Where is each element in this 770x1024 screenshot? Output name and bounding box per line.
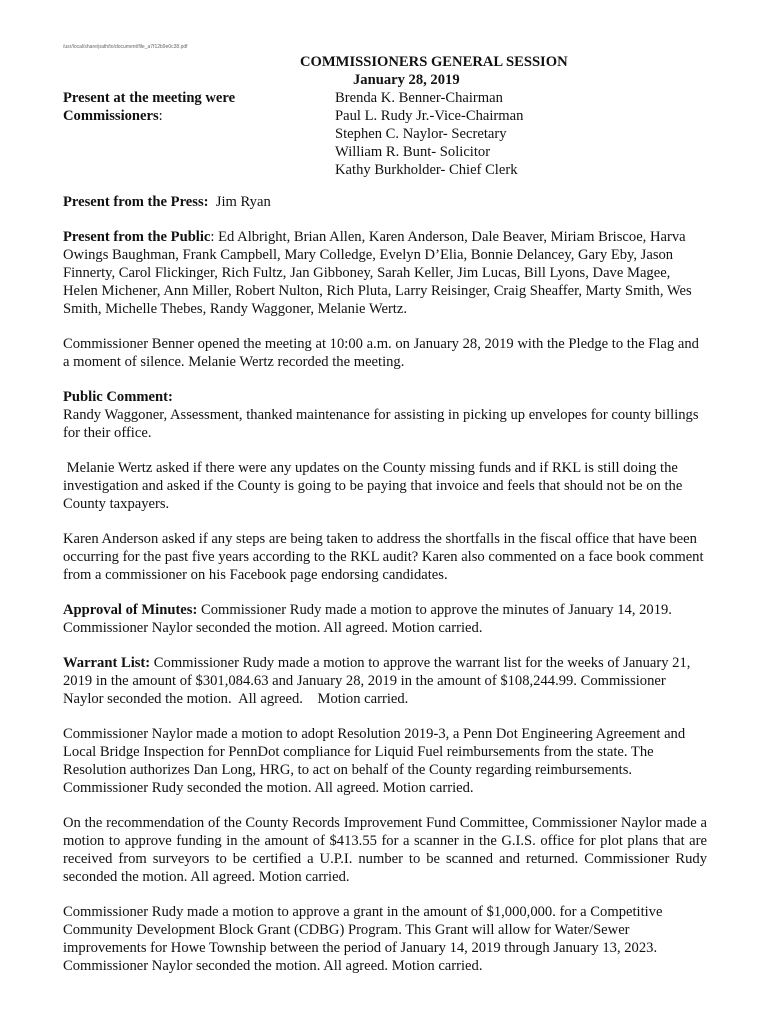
present-label-commissioners: Commissioners — [63, 108, 159, 124]
resolution-paragraph: Commissioner Naylor made a motion to adopt Resolution 2019-3, a Penn Dot Engineering Agreement and Local Bridge Inspection for PennDot compliance for Liquid Fuel reimbursements from the state. The Resolution authorizes Dan Long, HRG, to act on behalf of the County regarding reimbursements. Commissioner Rudy seconded the motion. All agreed. Motion carried. — [63, 726, 686, 796]
warrant-label: Warrant List: — [63, 655, 151, 671]
present-label-colon: : — [158, 108, 163, 124]
commissioner-chairman: Brenda K. Benner-Chairman — [335, 90, 503, 106]
press-value: Jim Ryan — [208, 194, 271, 210]
present-label-line2 — [63, 107, 235, 125]
minutes-body — [63, 193, 707, 992]
minutes-text: Commissioner Rudy made a motion to approve the minutes of January 14, 2019. Commissioner Naylor seconded the motion. All agreed. Motion carried. — [63, 602, 672, 636]
minutes-label: Approval of Minutes: — [63, 602, 198, 618]
comment-randy: Randy Waggoner, Assessment, thanked maintenance for assisting in picking up envelopes for county billings for their office. — [63, 407, 699, 441]
public-label: Present from the Public — [63, 229, 211, 245]
press-paragraph — [63, 193, 707, 211]
present-label-line1: Present at the meeting were — [63, 90, 236, 106]
meeting-date: January 28, 2019 — [353, 72, 460, 88]
document-title: COMMISSIONERS GENERAL SESSION — [300, 54, 568, 70]
warrant-text: Commissioner Rudy made a motion to approve the warrant list for the weeks of January 21, 2019 in the amount of $301,084.63 and January 28, 2019 in the amount of $108,244.99. Commissioner Naylor seconded the motion. All agreed. Motion carried. — [63, 655, 695, 707]
comment-karen: Karen Anderson asked if any steps are being taken to address the shortfalls in the fiscal office that have been occurring for the past five years according to the RKL audit? Karen also commented on a face book comment from a commissioner on his Facebook page endorsing candidates. — [63, 531, 704, 583]
public-paragraph — [63, 228, 707, 318]
commissioners-list — [335, 89, 523, 179]
public-comment-heading: Public Comment: — [63, 389, 173, 405]
commissioner-secretary: Stephen C. Naylor- Secretary — [335, 126, 507, 142]
chief-clerk: Kathy Burkholder- Chief Clerk — [335, 162, 518, 178]
file-path-header: /usr/local/share/path/to/document/file_a7f12b9e0c38.pdf — [63, 44, 188, 50]
solicitor: William R. Bunt- Solicitor — [335, 144, 491, 160]
opening-paragraph: Commissioner Benner opened the meeting at 10:00 a.m. on January 28, 2019 with the Pledge to the Flag and a moment of silence. Melanie Wertz recorded the meeting. — [63, 336, 699, 370]
grant-paragraph: Commissioner Rudy made a motion to approve a grant in the amount of $1,000,000. for a Competitive Community Development Block Grant (CDBG) Program. This Grant will allow for Water/Sewer improvements for Howe Township between the period of January 14, 2019 through January 13, 2023. Commissioner Naylor seconded the motion. All agreed. Motion carried. — [63, 904, 663, 974]
press-label: Present from the Press: — [63, 194, 209, 210]
records-paragraph: On the recommendation of the County Records Improvement Fund Committee, Commissioner Naylor made a motion to approve funding in the amount of $413.55 for a scanner in the G.I.S. office for plot plans that are received from surveyors to be certified a U.P.I. number to be scanned and returned. Commissioner Rudy seconded the motion. All agreed. Motion carried. — [63, 815, 707, 885]
warrant-paragraph — [63, 654, 707, 708]
comment-melanie: Melanie Wertz asked if there were any updates on the County missing funds and if RKL is still doing the investigation and asked if the County is going to be paying that invoice and feels that should not be on the County taxpayers. — [63, 460, 686, 512]
commissioner-vice-chairman: Paul L. Rudy Jr.-Vice-Chairman — [335, 108, 524, 124]
minutes-paragraph — [63, 601, 707, 637]
public-comment-section — [63, 388, 707, 442]
present-commissioners-label — [63, 89, 235, 125]
public-attendees: : Ed Albright, Brian Allen, Karen Anderson, Dale Beaver, Miriam Briscoe, Harva Owings Baughman, Frank Campbell, Mary Colledge, Evelyn D’Elia, Bonnie Delancey, Gary Eby, Jason Finnerty, Carol Flickinger, Rich Fultz, Jan Gibboney, Sarah Keller, Jim Lucas, Bill Lyons, Dave Magee, Helen Michener, Ann Miller, Robert Nulton, Rich Pluta, Larry Reisinger, Craig Sheaffer, Marty Smith, Wes Smith, Michelle Thebes, Randy Waggoner, Melanie Wertz. — [63, 229, 692, 317]
